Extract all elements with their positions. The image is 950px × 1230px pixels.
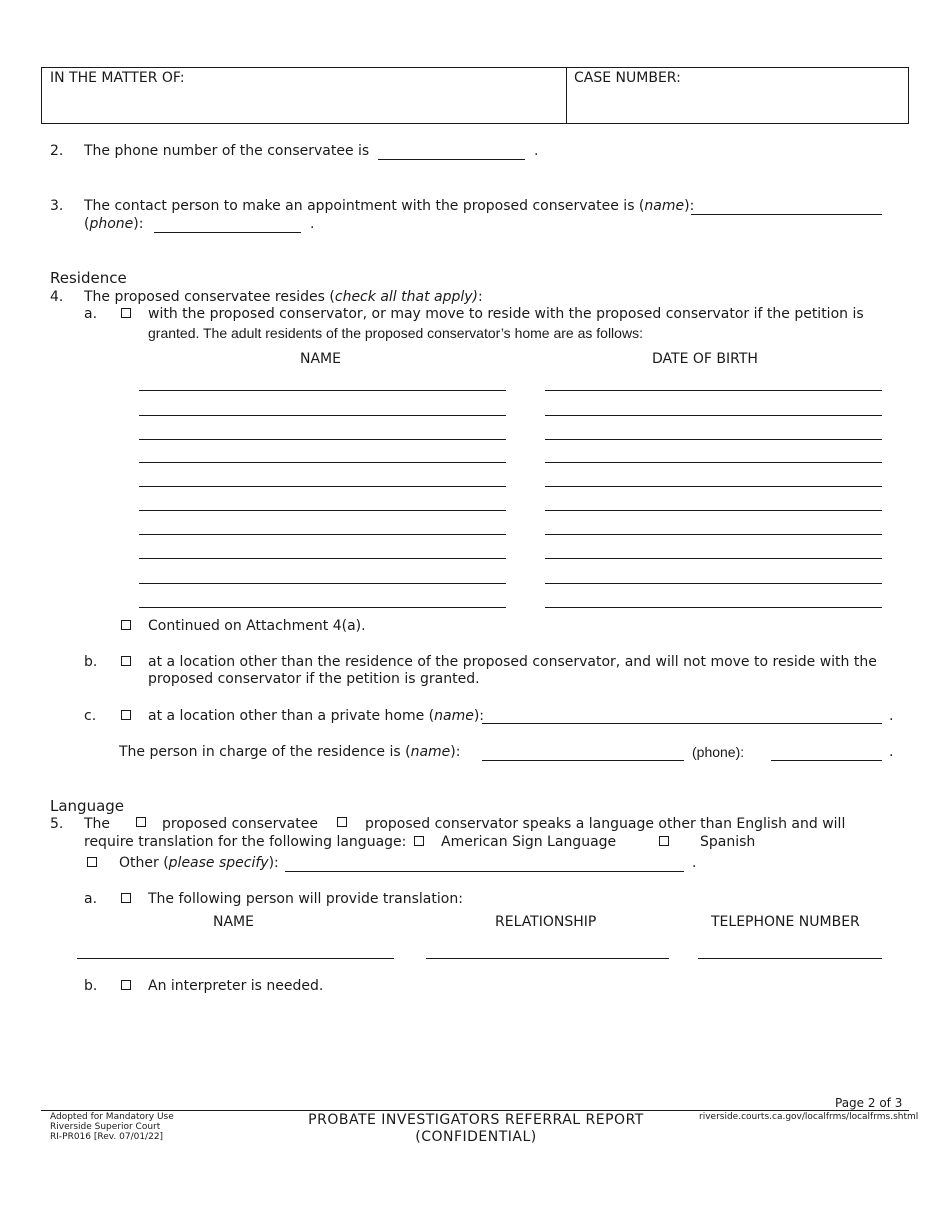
translator-phone-field[interactable]: [698, 958, 882, 959]
item4b-line2: proposed conservator if the petition is granted.: [148, 671, 480, 687]
item5-number: 5.: [50, 816, 64, 832]
item3-phone-label: (phone):: [84, 216, 144, 232]
asl-checkbox[interactable]: [414, 836, 424, 846]
asl-label: American Sign Language: [441, 834, 617, 850]
resident-name-line[interactable]: [139, 607, 506, 608]
continued-attachment-checkbox[interactable]: [121, 620, 131, 630]
resident-dob-line[interactable]: [545, 534, 882, 535]
form-number: RI-PR016 [Rev. 07/01/22]: [50, 1132, 164, 1142]
form-subtitle: (CONFIDENTIAL): [415, 1129, 537, 1145]
translator-relationship-header: RELATIONSHIP: [495, 914, 597, 930]
residents-name-header: NAME: [300, 351, 341, 367]
conservatee-phone-field[interactable]: [378, 159, 525, 160]
residence-heading: Residence: [50, 269, 127, 287]
resident-name-line[interactable]: [139, 583, 506, 584]
private-home-name-field[interactable]: [482, 723, 882, 724]
resident-dob-line[interactable]: [545, 462, 882, 463]
item4c-end: .: [889, 708, 894, 724]
contact-name-field[interactable]: [691, 214, 882, 215]
item2-number: 2.: [50, 143, 64, 159]
proposed-conservator-checkbox[interactable]: [337, 817, 347, 827]
court-url[interactable]: riverside.courts.ca.gov/localfrms/localfrms.shtml: [699, 1112, 919, 1122]
resident-name-line[interactable]: [139, 534, 506, 535]
translator-label: The following person will provide translation:: [148, 891, 463, 907]
resident-dob-line[interactable]: [545, 439, 882, 440]
contact-phone-field[interactable]: [154, 232, 301, 233]
item4a-line2: granted. The adult residents of the proposed conservator’s home are as follows:: [148, 325, 643, 341]
item4-number: 4.: [50, 289, 64, 305]
form-title-block: [276, 1112, 676, 1146]
item5b-letter: b.: [84, 978, 98, 994]
matter-label: IN THE MATTER OF:: [50, 70, 185, 86]
resident-name-line[interactable]: [139, 415, 506, 416]
proposed-conservatee-label: proposed conservatee: [162, 816, 318, 832]
spanish-label: Spanish: [700, 834, 756, 850]
item4c-letter: c.: [84, 708, 97, 724]
item4-intro: The proposed conservatee resides (check all that apply):: [84, 289, 483, 305]
item5a-letter: a.: [84, 891, 98, 907]
item2-end: .: [534, 143, 539, 159]
resident-dob-line[interactable]: [545, 390, 882, 391]
resident-dob-line[interactable]: [545, 486, 882, 487]
footer-rule: [41, 1110, 909, 1111]
charge-label: The person in charge of the residence is (name):: [119, 744, 461, 760]
proposed-conservatee-checkbox[interactable]: [136, 817, 146, 827]
item5-line2: require translation for the following language:: [84, 834, 407, 850]
resident-name-line[interactable]: [139, 558, 506, 559]
item4c-text: at a location other than a private home (name):: [148, 708, 485, 724]
item4a-checkbox[interactable]: [121, 308, 131, 318]
item2-text: The phone number of the conservatee is: [84, 143, 370, 159]
resident-name-line[interactable]: [139, 439, 506, 440]
item4b-letter: b.: [84, 654, 98, 670]
residents-dob-header: DATE OF BIRTH: [652, 351, 758, 367]
adopted-text: Adopted for Mandatory Use: [50, 1112, 174, 1122]
form-title: PROBATE INVESTIGATORS REFERRAL REPORT: [308, 1112, 644, 1128]
translator-name-header: NAME: [213, 914, 254, 930]
language-heading: Language: [50, 797, 125, 815]
resident-dob-line[interactable]: [545, 510, 882, 511]
other-language-label: Other (please specify):: [119, 855, 279, 871]
interpreter-label: An interpreter is needed.: [148, 978, 324, 994]
proposed-conservator-label: proposed conservator speaks a language other than English and will: [365, 816, 846, 832]
charge-phone-label: (phone):: [692, 744, 745, 760]
item3-number: 3.: [50, 198, 64, 214]
resident-name-line[interactable]: [139, 510, 506, 511]
resident-name-line[interactable]: [139, 462, 506, 463]
item4a-letter: a.: [84, 306, 98, 322]
translator-checkbox[interactable]: [121, 893, 131, 903]
translator-relationship-field[interactable]: [426, 958, 669, 959]
continued-attachment-label: Continued on Attachment 4(a).: [148, 618, 366, 634]
translator-name-field[interactable]: [77, 958, 394, 959]
item4b-checkbox[interactable]: [121, 656, 131, 666]
case-number-label: CASE NUMBER:: [574, 70, 681, 86]
page-number: Page 2 of 3: [835, 1096, 903, 1110]
item4b-line1: at a location other than the residence of the proposed conservator, and will not move to reside with the: [148, 654, 877, 670]
charge-end: .: [889, 744, 894, 760]
charge-name-field[interactable]: [482, 760, 684, 761]
resident-name-line[interactable]: [139, 390, 506, 391]
item5-the: The: [84, 816, 111, 832]
other-language-end: .: [692, 855, 697, 871]
footer-left: [50, 1112, 174, 1142]
item3-end: .: [310, 216, 315, 232]
other-language-field[interactable]: [285, 871, 684, 872]
resident-dob-line[interactable]: [545, 415, 882, 416]
court-text: Riverside Superior Court: [50, 1122, 161, 1132]
item3-text: The contact person to make an appointment with the proposed conservatee is (name):: [84, 198, 695, 214]
resident-dob-line[interactable]: [545, 607, 882, 608]
resident-name-line[interactable]: [139, 486, 506, 487]
translator-phone-header: TELEPHONE NUMBER: [711, 914, 860, 930]
interpreter-checkbox[interactable]: [121, 980, 131, 990]
item4c-checkbox[interactable]: [121, 710, 131, 720]
charge-phone-field[interactable]: [771, 760, 882, 761]
resident-dob-line[interactable]: [545, 558, 882, 559]
spanish-checkbox[interactable]: [659, 836, 669, 846]
item4a-line1: with the proposed conservator, or may move to reside with the proposed conservator if the petition is: [148, 306, 864, 322]
other-language-checkbox[interactable]: [87, 857, 97, 867]
resident-dob-line[interactable]: [545, 583, 882, 584]
